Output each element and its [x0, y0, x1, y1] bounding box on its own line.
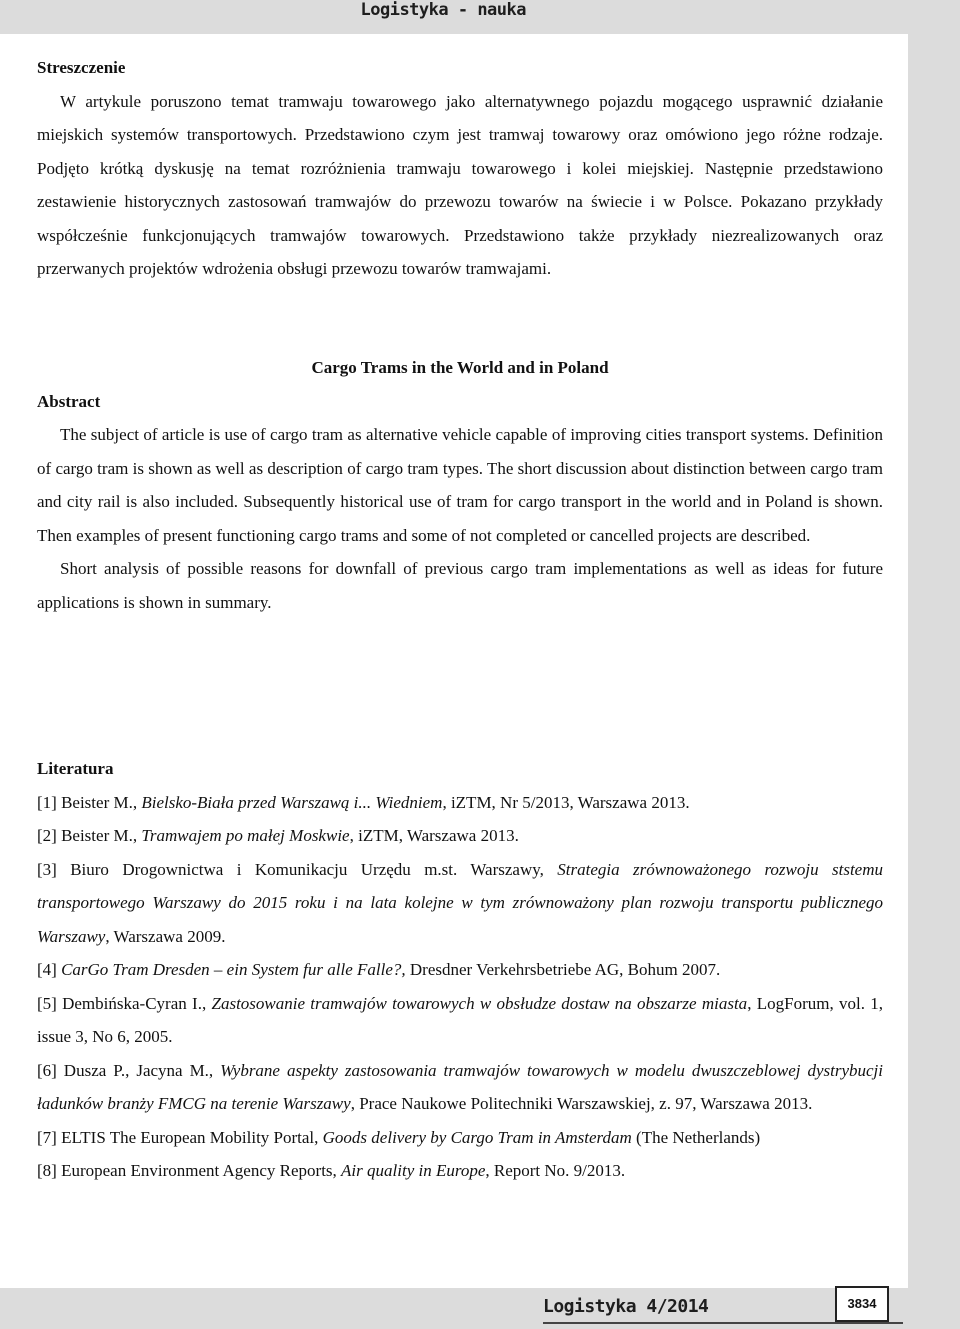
reference-item: [8] European Environment Agency Reports, Air quality in Europe, Report No. 9/2013. — [37, 1161, 626, 1180]
reference-item: [1] Beister M., Bielsko-Biała przed Warszawą i... Wiedniem, iZTM, Nr 5/2013, Warszawa 2013. — [37, 792, 690, 812]
section-abstract — [37, 351, 883, 619]
section-streszczenie — [37, 51, 883, 286]
page-number-box — [835, 1286, 889, 1322]
reference-item: [6] Dusza P., Jacyna M., Wybrane aspekty zastosowania tramwajów towarowych w modelu dwuszczeblowej dystrybucji ładunków branży FMCG na terenie Warszawy, Prace Naukowe Politechniki Warszawskiej, z. 97, Warszawa 2013. — [37, 1060, 883, 1113]
streszczenie-paragraph: W artykule poruszono temat tramwaju towarowego jako alternatywnego pojazdu mogącego usprawnić działanie miejskich systemów transportowych. Przedstawiono czym jest tramwaj towarowy oraz omówiono jego różne rodzaje. Podjęto krótką dyskusję na temat rozróżnienia tramwaju towarowego i kolei miejskiej. Następnie przedstawiono zestawienie historycznych zastosowań tramwajów do przewozu towarów na świecie i w Polsce. Pokazano przykłady współcześnie funkcjonujących tramwajów towarowych. Przedstawiono także przykłady niezrealizowanych oraz przerwanych projektów wdrożenia obsługi przewozu towarów tramwajami. — [37, 91, 883, 278]
page-number: 3834 — [847, 1296, 877, 1311]
reference-item: [4] CarGo Tram Dresden – ein System fur alle Falle?, Dresdner Verkehrsbetriebe AG, Bohum 2007. — [37, 960, 721, 979]
abstract-heading: Abstract — [37, 391, 101, 411]
reference-item: [7] ELTIS The European Mobility Portal, Goods delivery by Cargo Tram in Amsterdam (The Netherlands) — [37, 1127, 761, 1147]
english-title: Cargo Trams in the World and in Poland — [311, 358, 609, 377]
reference-item: [2] Beister M., Tramwajem po małej Moskwie, iZTM, Warszawa 2013. — [37, 826, 519, 845]
literatura-heading: Literatura — [37, 759, 114, 778]
abstract-paragraph-2: Short analysis of possible reasons for downfall of previous cargo tram implementations as well as ideas for future applications is shown in summary. — [37, 559, 883, 612]
streszczenie-heading: Streszczenie — [37, 58, 126, 77]
top-header-bar — [0, 0, 960, 34]
reference-item: [3] Biuro Drogownictwa i Komunikacju Urzędu m.st. Warszawy, Strategia zrównoważonego rozwoju ststemu transportowego Warszawy do 2015 roku i na lata kolejne w tym zrównoważony plan rozwoju transportu publicznego Warszawy, Warszawa 2009. — [37, 859, 883, 946]
section-literatura — [37, 752, 883, 1188]
abstract-paragraph-1: The subject of article is use of cargo tram as alternative vehicle capable of improving cities transport systems. Definition of cargo tram is shown as well as description of cargo tram types. The short discussion about distinction between cargo tram and city rail is also included. Subsequently historical use of tram for cargo transport in the world and in Poland is shown. Then examples of present functioning cargo trams and some of not completed or cancelled projects are described. — [37, 425, 883, 545]
footer-journal-title: Logistyka 4/2014 — [543, 1296, 709, 1317]
reference-item: [5] Dembińska-Cyran I., Zastosowanie tramwajów towarowych w obsłudze dostaw na obszarze miasta, LogForum, vol. 1, issue 3, No 6, 2005. — [37, 993, 884, 1046]
journal-header-title: Logistyka - nauka — [360, 0, 526, 20]
document-page — [0, 34, 908, 1288]
footer-underline — [543, 1322, 903, 1324]
